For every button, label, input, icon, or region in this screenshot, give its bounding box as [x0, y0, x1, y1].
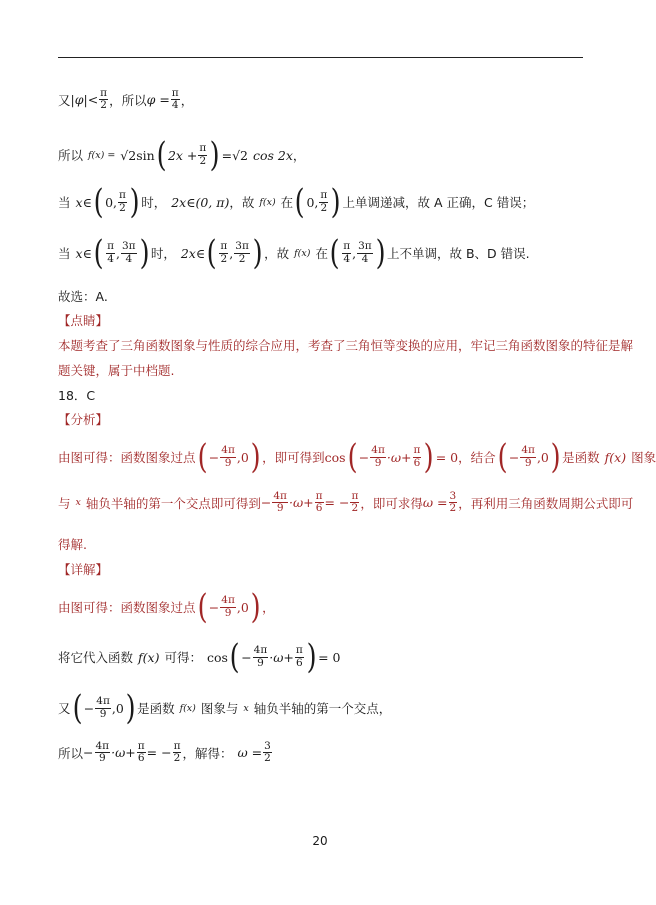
line-function-simplify: 所以 f(x) = √2 sin ( 2x + $\frac{\pi}{2}$ ) = √2 cos 2x ， — [58, 135, 306, 175]
question-18-answer: 18．C — [58, 388, 96, 403]
analysis-line-1: 由图可得：函数图象过点 ( − $\frac{4\pi}{9}$ ,0 ) ，即可得到 cos ( − $\frac{4\pi}{9}$ ·ω+ $\frac{\pi}{6}$ ) = 0 ，结合 ( − $\frac{4\pi}{9}$ ,0 ) 是函数 f(x) 图象 — [58, 437, 656, 477]
line-case-two: 当 x∈ ( $\frac{\pi}{4}$ , $\frac{3\pi}{4}$ ) 时， 2x∈ ( $\frac{\pi}{2}$ , $\frac{3\pi}{2}$ ) ，故 f(x) 在 ( $\frac{\pi}{4}$ , $\frac{3\pi}{4}$ ) 上不单调，故 B、D 错误. — [58, 233, 530, 273]
analysis-line-2: 与 x 轴负半轴的第一个交点即可得到 − $\frac{4\pi}{9}$ ·ω+ $\frac{\pi}{6}$ = − $\frac{\pi}{2}$ ，即可求得 ω = $\frac{3}{2}$ ，再利用三角函数周期公式即可 — [58, 490, 634, 515]
line-phi-condition: 又 |φ|< $\frac{\pi}{2}$ ，所以 φ = $\frac{\pi}{4}$ ， — [58, 87, 194, 112]
commentary-line-2: 题关键，属于中档题. — [58, 363, 175, 378]
section-heading-fenxi: 【分析】 — [58, 412, 109, 427]
answer-choice: 故选：A. — [58, 289, 108, 304]
line-case-one: 当 x∈ ( 0, $\frac{\pi}{2}$ ) 时， 2x∈(0, π) ，故 f(x) 在 ( 0, $\frac{\pi}{2}$ ) 上单调递减，故 A 正确，C 错误； — [58, 182, 535, 222]
page-number: 20 — [312, 834, 328, 848]
commentary-line-1: 本题考查了三角函数图象与性质的综合应用，考查了三角恒等变换的应用，牢记三角函数图象的特征是解 — [58, 338, 634, 353]
solution-line-3: 又 ( − $\frac{4\pi}{9}$ ,0 ) 是函数 f(x) 图象与 x 轴负半轴的第一个交点， — [58, 688, 392, 728]
header-rule — [58, 57, 583, 58]
section-heading-xiangjie: 【详解】 — [58, 562, 109, 577]
section-heading-dianjing: 【点睛】 — [58, 313, 109, 328]
solution-line-2: 将它代入函数 f(x) 可得： cos ( − $\frac{4\pi}{9}$ ·ω+ $\frac{\pi}{6}$ ) = 0 — [58, 637, 341, 677]
solution-line-4: 所以 − $\frac{4\pi}{9}$ ·ω+ $\frac{\pi}{6}$ = − $\frac{\pi}{2}$ ，解得： ω = $\frac{3}{2}$ — [58, 740, 271, 765]
solution-line-1: 由图可得：函数图象过点 ( − $\frac{4\pi}{9}$ ,0 ) ， — [58, 587, 275, 627]
analysis-line-3: 得解. — [58, 537, 87, 552]
